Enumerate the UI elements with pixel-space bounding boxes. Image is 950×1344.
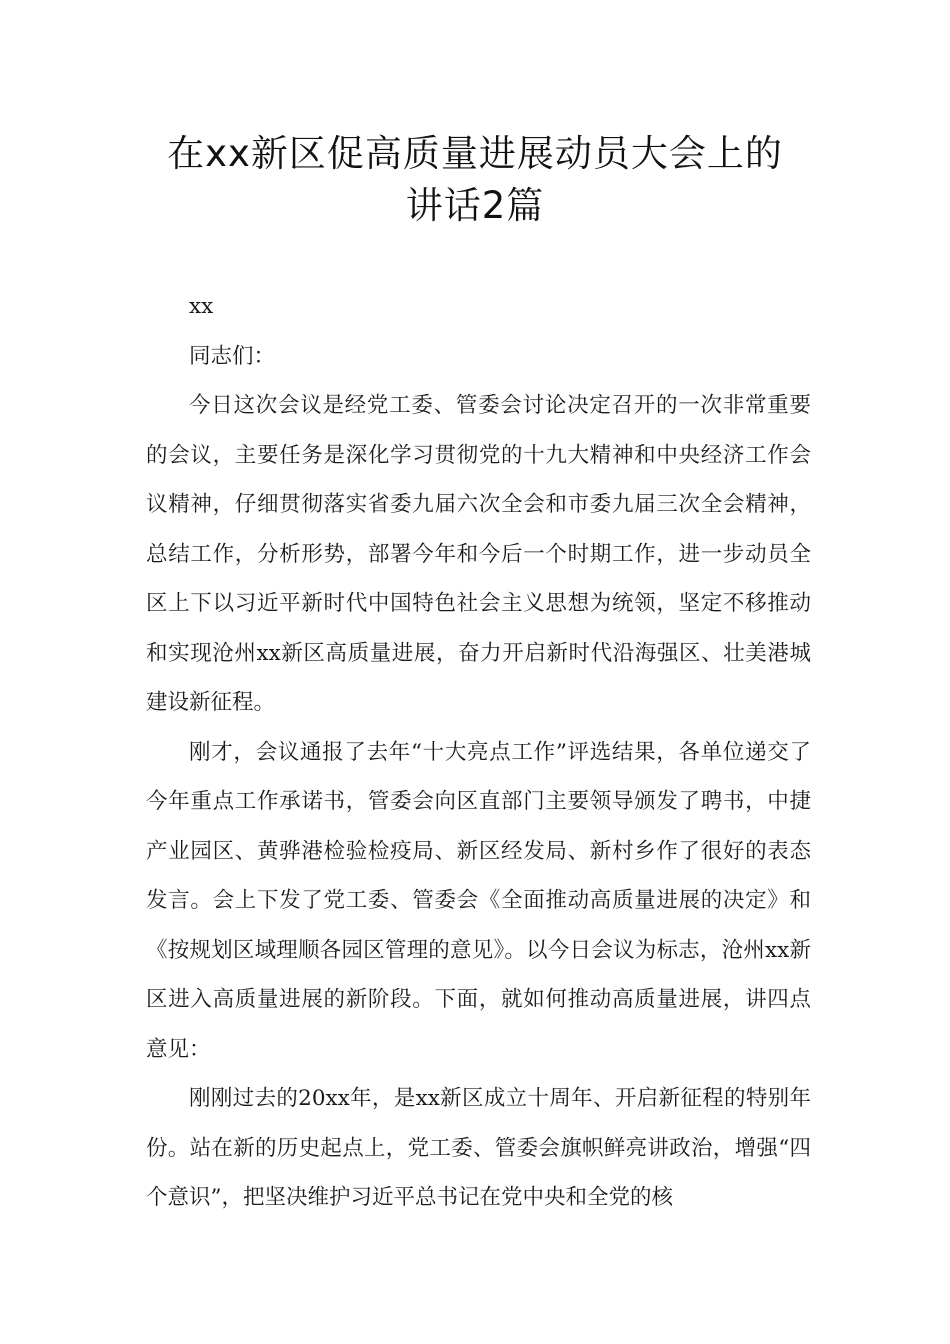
title-line-2: 讲话2篇 — [405, 184, 545, 227]
salutation: 同志们： — [189, 343, 276, 369]
title-line-1: 在xx新区促高质量进展动员大会上的 — [167, 132, 783, 175]
document-body — [146, 282, 811, 1223]
body-paragraph-3: 刚刚过去的20xx年，是xx新区成立十周年、开启新征程的特别年份。站在新的历史起点上，党工委、管委会旗帜鲜亮讲政治，增强“四个意识”，把坚决维护习近平总书记在党中央和全党的核 — [146, 1086, 811, 1210]
body-paragraph-2: 刚才，会议通报了去年“十大亮点工作”评选结果，各单位递交了今年重点工作承诺书，管委会向区直部门主要领导颁发了聘书，中捷产业园区、黄骅港检验检疫局、新区经发局、新村乡作了很好的表态发言。会上下发了党工委、管委会《全面推动高质量进展的决定》和《按规划区域理顺各园区管理的意见》。以今日会议为标志，沧州xx新区进入高质量进展的新阶段。下面，就如何推动高质量进展，讲四点意见： — [146, 739, 811, 1062]
body-paragraph-1: 今日这次会议是经党工委、管委会讨论决定召开的一次非常重要的会议，主要任务是深化学习贯彻党的十九大精神和中央经济工作会议精神，仔细贯彻落实省委九届六次全会和市委九届三次全会精神，总结工作，分析形势，部署今年和今后一个时期工作，进一步动员全区上下以习近平新时代中国特色社会主义思想为统领，坚定不移推动和实现沧州xx新区高质量进展，奋力开启新时代沿海强区、壮美港城建设新征程。 — [146, 393, 811, 715]
author-line: xx — [189, 294, 214, 319]
document-title — [100, 128, 850, 232]
